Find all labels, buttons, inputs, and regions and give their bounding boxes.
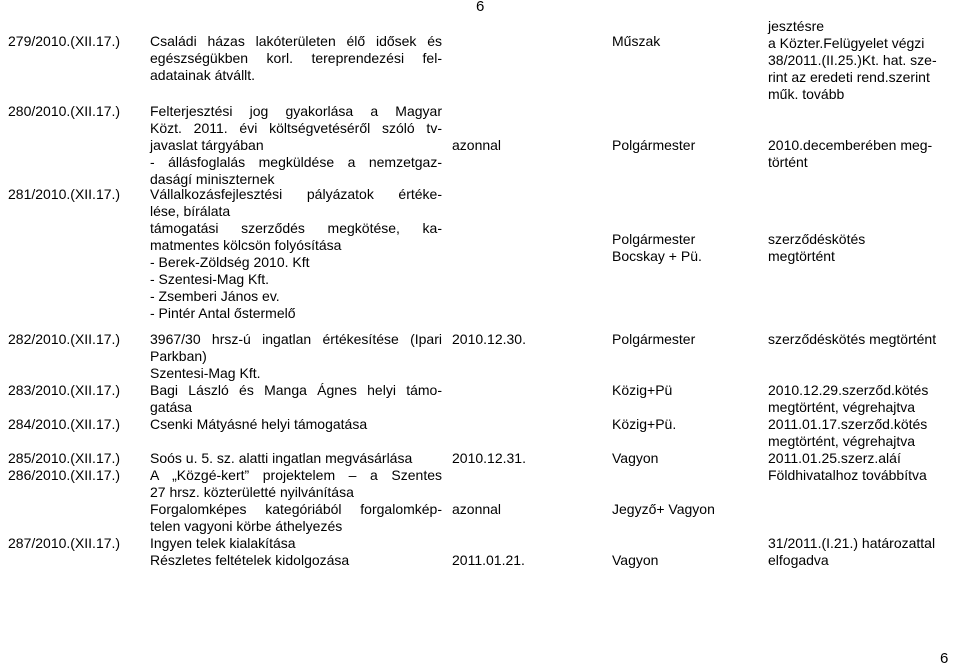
status-287-line-2: elfogadva [768,552,829,568]
resolution-subject-281-line-8: - Pintér Antal őstermelő [150,305,296,321]
resolution-number-284: 284/2010.(XII.17.) [8,416,121,432]
resolution-subject-287-line-1: Ingyen telek kialakítása [150,535,296,551]
status-279-line-4: rint az eredeti rend.szerint [768,69,930,85]
responsible-286: Jegyző+ Vagyon [612,501,715,517]
status-281-line-1: szerződéskötés [768,231,866,247]
status-285: 2011.01.25.szerz.aláí [768,450,901,466]
resolution-subject-279-line-1: Családi házas lakóterületen élő idősek és [150,33,442,49]
responsible-279: Műszak [612,33,661,49]
resolution-subject-281-line-2: lése, bírálata [150,203,231,219]
resolution-number-285: 285/2010.(XII.17.) [8,450,121,466]
status-286: Földhivatalhoz továbbítva [768,467,927,483]
resolution-subject-283-line-2: gatása [150,399,193,415]
status-279-line-3: 38/2011.(II.25.)Kt. hat. sze- [768,52,937,68]
status-280-line-1: 2010.decemberében meg- [768,137,933,153]
resolution-number-279: 279/2010.(XII.17.) [8,33,121,49]
deadline-282: 2010.12.30. [452,331,526,347]
resolution-subject-281-line-7: - Zsemberi János ev. [150,288,280,304]
status-284-line-2: megtörtént, végrehajtva [768,433,916,449]
deadline-287: 2011.01.21. [452,552,525,568]
resolution-subject-281-line-4: matmentes kölcsön folyósítása [150,237,342,253]
page-number-top: 6 [476,0,485,15]
resolution-subject-279-line-2: egészségükben korl. tereprendezési fel- [150,50,442,66]
resolution-number-283: 283/2010.(XII.17.) [8,382,121,398]
resolution-subject-280-line-2: Közt. 2011. évi költségvetéséről szóló tv- [150,120,442,136]
responsible-281-line-1: Polgármester [612,231,696,247]
deadline-286: azonnal [452,501,502,517]
responsible-284: Közig+Pü. [612,416,677,432]
status-283-line-1: 2010.12.29.szerződ.kötés [768,382,929,398]
resolution-number-282: 282/2010.(XII.17.) [8,331,121,347]
resolution-subject-287-line-2: Részletes feltételek kidolgozása [150,552,350,568]
status-279-line-1: jesztésre [768,18,825,34]
resolution-subject-285: Soós u. 5. sz. alatti ingatlan megvásárlása [150,450,413,466]
resolution-subject-280-line-3: javaslat tárgyában [150,137,264,153]
responsible-285: Vagyon [612,450,659,466]
resolution-subject-281-line-1: Vállalkozásfejlesztési pályázatok értéke- [150,186,442,202]
resolution-subject-279-line-3: adatainak átvállt. [150,67,256,83]
resolution-subject-282-line-2: Parkban) [150,348,207,364]
resolution-subject-282-line-3: Szentesi-Mag Kft. [150,365,261,381]
status-281-line-2: megtörtént [768,248,835,264]
responsible-287: Vagyon [612,552,659,568]
resolution-subject-283-line-1: Bagi László és Manga Ágnes helyi támo- [150,382,442,398]
resolution-number-287: 287/2010.(XII.17.) [8,535,121,551]
responsible-281-line-2: Bocskay + Pü. [612,248,702,264]
deadline-280: azonnal [452,137,502,153]
resolution-subject-284: Csenki Mátyásné helyi támogatása [150,416,368,432]
status-279-line-2: a Közter.Felügyelet végzi [768,35,925,51]
resolution-subject-286-line-3: Forgalomképes kategóriából forgalomkép- [150,501,442,517]
resolution-subject-281-line-6: - Szentesi-Mag Kft. [150,271,270,287]
resolution-subject-281-line-5: - Berek-Zöldség 2010. Kft [150,254,310,270]
deadline-285: 2010.12.31. [452,450,526,466]
responsible-283: Közig+Pü [612,382,673,398]
responsible-280: Polgármester [612,137,696,153]
page-number-bottom: 6 [940,650,949,667]
status-287-line-1: 31/2011.(I.21.) határozattal [768,535,936,551]
status-284-line-1: 2011.01.17.szerződ.kötés [768,416,928,432]
resolution-subject-286-line-4: telen vagyoni körbe áthelyezés [150,518,343,534]
responsible-282: Polgármester [612,331,696,347]
status-279-line-5: műk. tovább [768,86,845,102]
resolution-subject-286-line-2: 27 hrsz. közterületté nyilvánítása [150,484,354,500]
status-283-line-2: megtörtént, végrehajtva [768,399,916,415]
resolution-number-280: 280/2010.(XII.17.) [8,103,121,119]
resolution-subject-280-line-4: - állásfoglalás megküldése a nemzetgaz- [150,154,442,170]
resolution-number-281: 281/2010.(XII.17.) [8,186,121,202]
resolution-subject-282-line-1: 3967/30 hrsz-ú ingatlan értékesítése (Ipari [150,331,442,347]
status-280-line-2: történt [768,154,808,170]
status-282: szerződéskötés megtörtént [768,331,937,347]
resolution-subject-281-line-3: támogatási szerződés megkötése, ka- [150,220,442,236]
resolution-subject-280-line-1: Felterjesztési jog gyakorlása a Magyar [150,103,442,119]
resolution-subject-280-line-5: daságí miniszternek [150,171,275,187]
resolution-number-286: 286/2010.(XII.17.) [8,467,121,483]
resolution-subject-286-line-1: A „Közgé-kert” projektelem – a Szentes [150,467,442,483]
